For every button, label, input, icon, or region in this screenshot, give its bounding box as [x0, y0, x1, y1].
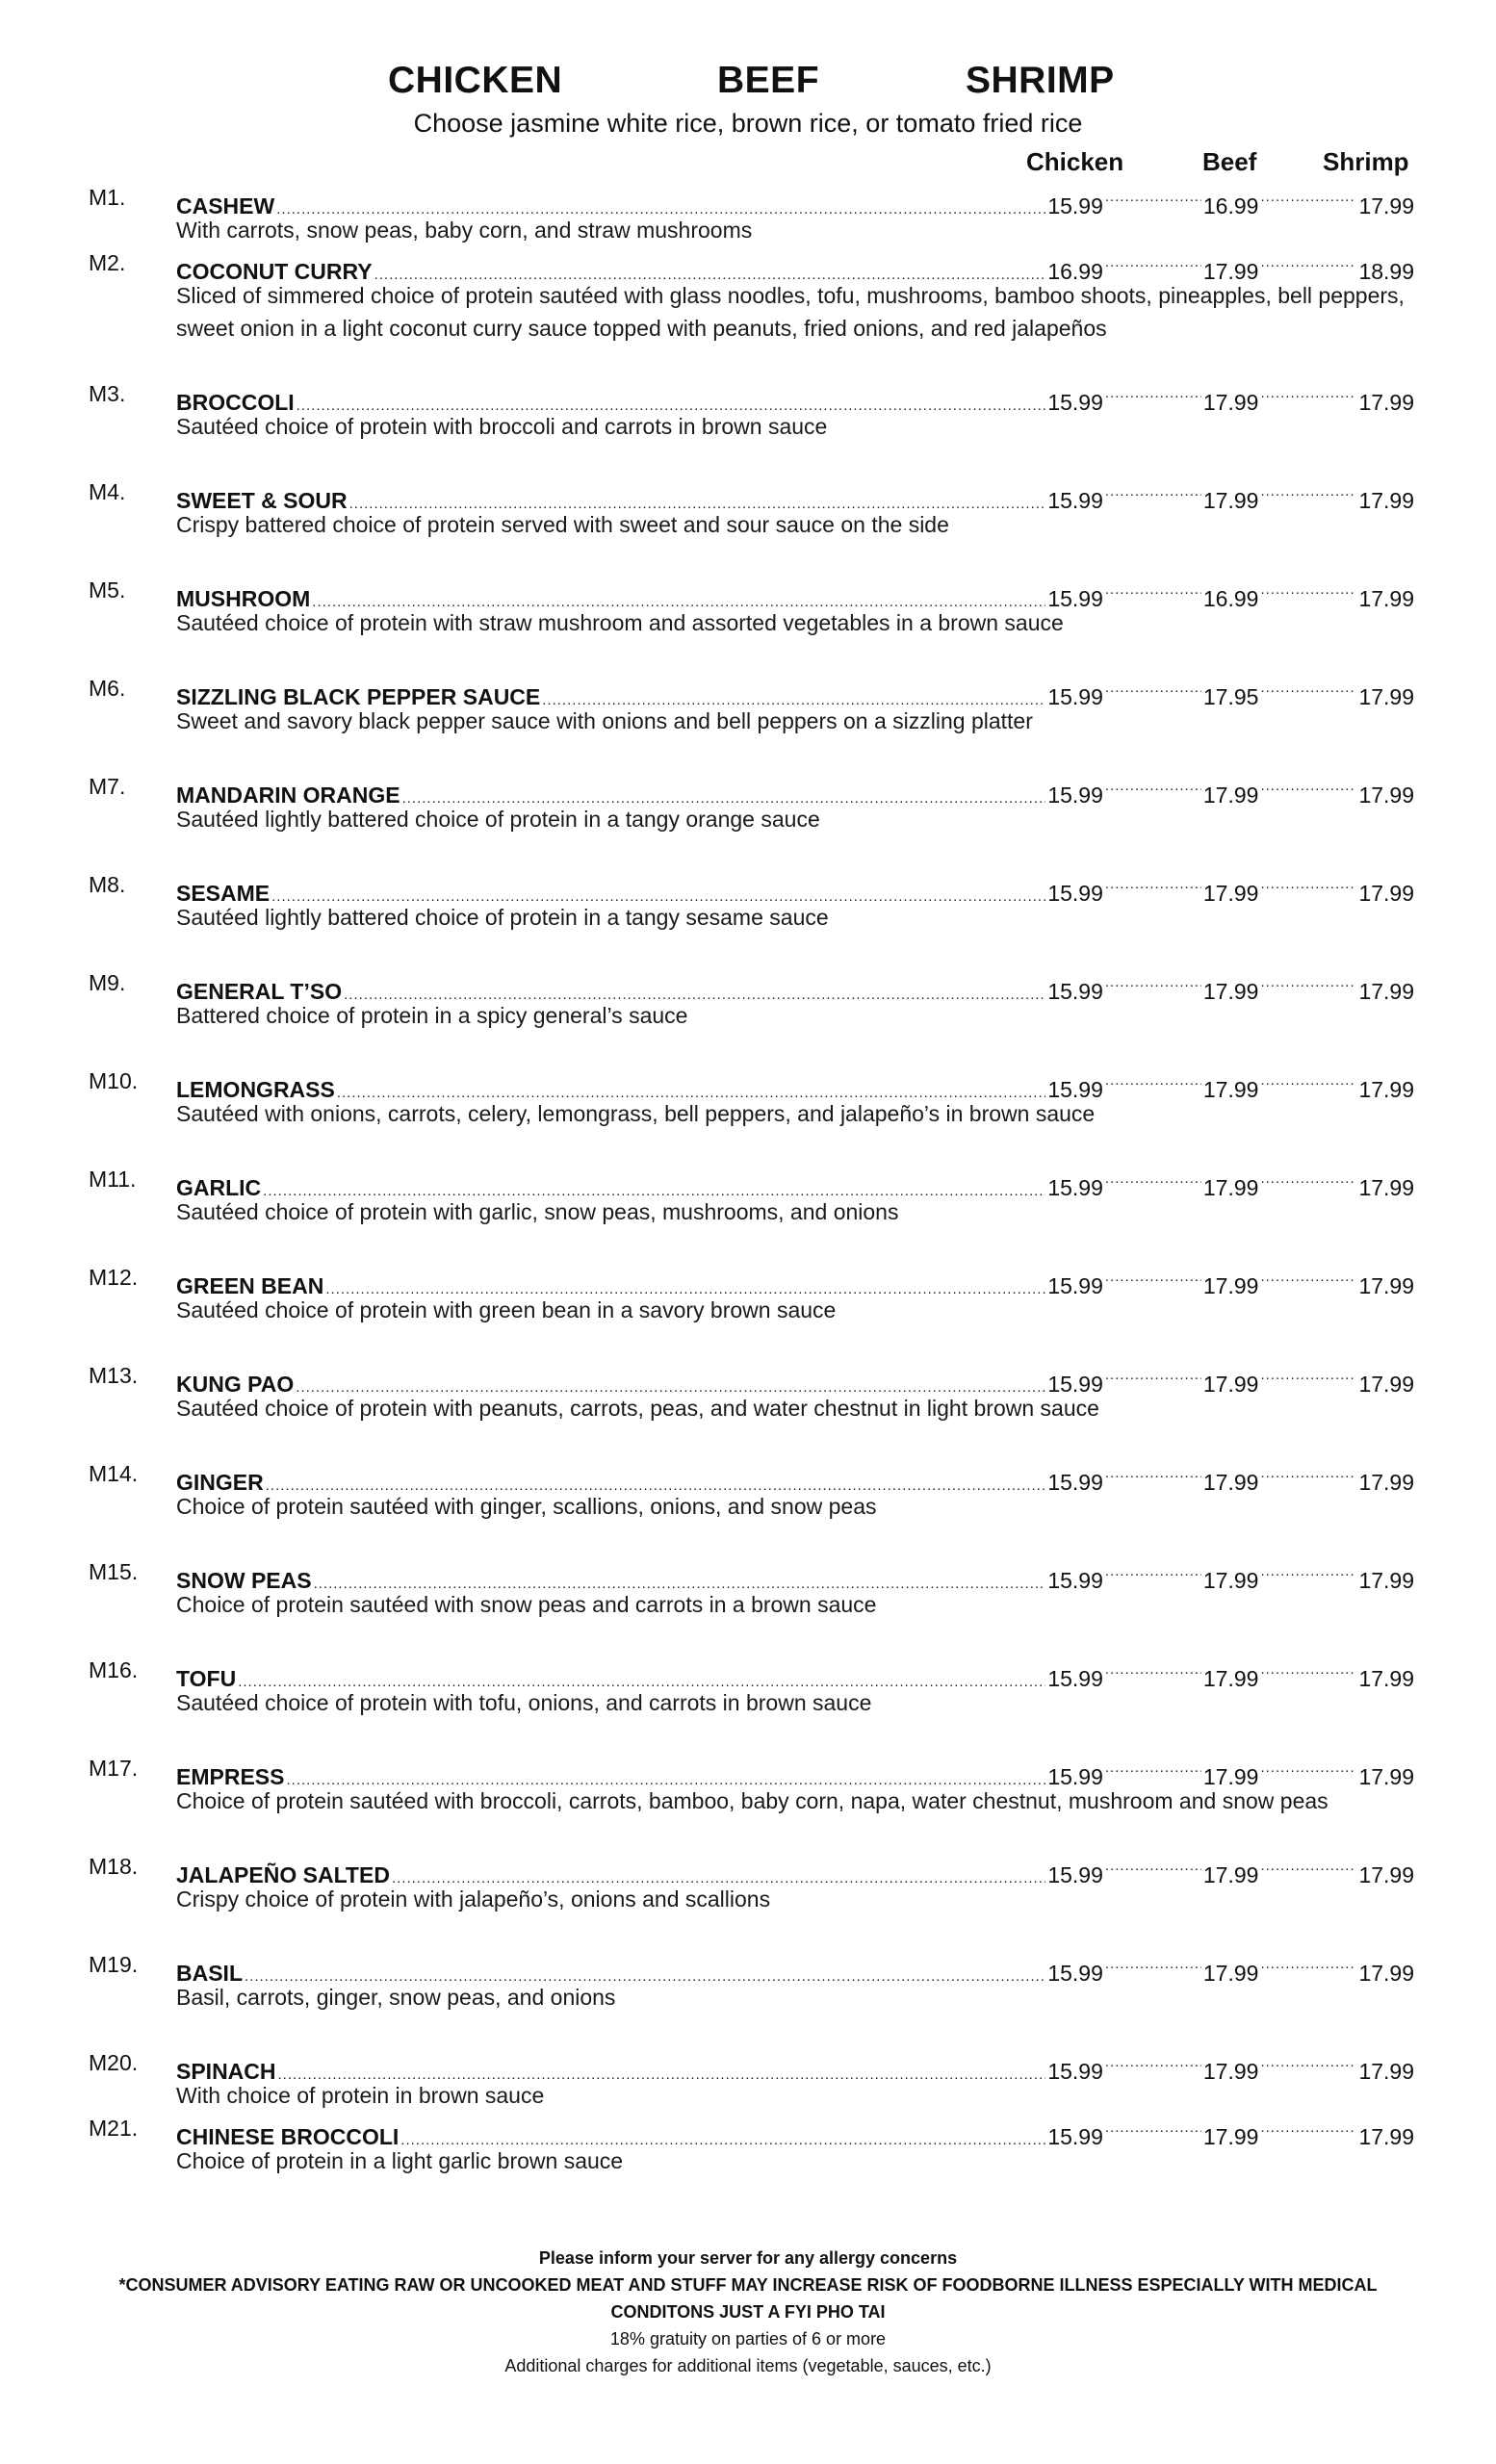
item-spacer [0, 1915, 1496, 1948]
menu-item [0, 1555, 1496, 1654]
menu-item-price-line [0, 1457, 1496, 1495]
menu-item-name: SESAME [176, 881, 271, 906]
item-spacer [0, 1523, 1496, 1555]
menu-item-name: GARLIC [176, 1175, 262, 1200]
price-chicken: 15.99 [1047, 1568, 1103, 1593]
menu-item-description: Crispy choice of protein with jalapeño’s, onions and scallions [176, 1886, 771, 1912]
title-beef: BEEF [717, 60, 820, 101]
menu-item-number: M7. [89, 774, 126, 799]
dot-leader [1105, 1654, 1201, 1686]
item-spacer [0, 1719, 1496, 1752]
price-chicken: 15.99 [1047, 783, 1103, 808]
menu-item [0, 1359, 1496, 1457]
dot-leader [1105, 868, 1201, 901]
menu-item-price-line [0, 1261, 1496, 1298]
menu-item [0, 1850, 1496, 1948]
menu-item-number: M9. [89, 970, 126, 995]
menu-item-leader [176, 770, 1414, 808]
protein-title-row [0, 60, 1496, 108]
menu-item [0, 181, 1496, 246]
menu-item-number: M13. [89, 1363, 139, 1388]
item-spacer [0, 1228, 1496, 1261]
price-shrimp: 17.99 [1358, 1077, 1414, 1102]
menu-item [0, 1457, 1496, 1555]
price-shrimp: 17.99 [1358, 1470, 1414, 1495]
price-shrimp: 17.99 [1358, 1372, 1414, 1397]
menu-item-name: SWEET & SOUR [176, 488, 348, 513]
menu-item-name: MUSHROOM [176, 586, 311, 611]
menu-item [0, 1261, 1496, 1359]
item-spacer [0, 737, 1496, 770]
dot-leader [1260, 377, 1356, 410]
price-chicken: 15.99 [1047, 979, 1103, 1004]
menu-item-description: Choice of protein sautéed with snow peas and carrots in a brown sauce [176, 1592, 877, 1617]
menu-item-leader [176, 1752, 1414, 1789]
price-beef: 17.99 [1202, 2059, 1259, 2084]
price-shrimp: 17.99 [1358, 1666, 1414, 1691]
price-chicken: 15.99 [1047, 1470, 1103, 1495]
menu-item-price-line [0, 1359, 1496, 1397]
menu-item-description: Sautéed choice of protein with broccoli and carrots in brown sauce [176, 414, 828, 439]
menu-item-price-line [0, 1654, 1496, 1691]
dot-leader [1105, 770, 1201, 803]
item-spacer [0, 1621, 1496, 1654]
menu-item-name: GREEN BEAN [176, 1273, 324, 1298]
title-chicken: CHICKEN [388, 60, 563, 101]
menu-item-leader [176, 868, 1414, 906]
menu-item-number: M10. [89, 1068, 139, 1093]
price-chicken: 15.99 [1047, 193, 1103, 218]
menu-item-price-line [0, 1752, 1496, 1789]
menu-item-price-line [0, 966, 1496, 1004]
menu-item-leader [176, 966, 1414, 1004]
menu-footer [0, 2245, 1496, 2379]
gratuity-notice: 18% gratuity on parties of 6 or more [609, 2329, 887, 2348]
menu-item-leader [176, 1065, 1414, 1102]
menu-item-name: LEMONGRASS [176, 1077, 335, 1102]
menu-item-number: M11. [89, 1167, 137, 1192]
price-chicken: 15.99 [1047, 1273, 1103, 1298]
price-beef: 17.99 [1202, 1273, 1259, 1298]
menu-item-price-line [0, 574, 1496, 611]
menu-item-name: CASHEW [176, 193, 275, 218]
price-chicken: 15.99 [1047, 2124, 1103, 2149]
item-spacer [0, 1817, 1496, 1850]
menu-item-price-line [0, 868, 1496, 906]
dot-leader [1105, 475, 1201, 508]
price-shrimp: 17.99 [1358, 684, 1414, 709]
price-chicken: 15.99 [1047, 1175, 1103, 1200]
menu-item-number: M20. [89, 2050, 139, 2075]
menu-item [0, 966, 1496, 1065]
price-shrimp: 17.99 [1358, 1961, 1414, 1986]
price-beef: 16.99 [1202, 586, 1259, 611]
allergy-notice: Please inform your server for any allergy concerns [538, 2248, 958, 2268]
dot-leader [1260, 246, 1356, 279]
dot-leader [1105, 181, 1201, 214]
menu-item-leader [176, 2112, 1414, 2149]
dot-leader [1260, 672, 1356, 705]
item-spacer [0, 1032, 1496, 1065]
menu-item-description: Sautéed choice of protein with peanuts, carrots, peas, and water chestnut in light brown sauce [176, 1396, 1099, 1421]
menu-item-price-line [0, 181, 1496, 218]
price-shrimp: 17.99 [1358, 979, 1414, 1004]
menu-item-name: MANDARIN ORANGE [176, 783, 400, 808]
menu-item-name: SPINACH [176, 2059, 276, 2084]
dot-leader [1105, 1359, 1201, 1392]
menu-item-number: M12. [89, 1265, 139, 1290]
price-beef: 17.99 [1202, 1077, 1259, 1102]
menu-item-name: TOFU [176, 1666, 237, 1691]
item-spacer [0, 1326, 1496, 1359]
additional-charges-notice: Additional charges for additional items (vegetable, sauces, etc.) [504, 2356, 992, 2375]
dot-leader [1260, 966, 1356, 999]
title-shrimp: SHRIMP [966, 60, 1115, 101]
price-shrimp: 17.99 [1358, 783, 1414, 808]
dot-leader [1260, 574, 1356, 606]
dot-leader [1260, 1850, 1356, 1883]
menu-item-description: With choice of protein in brown sauce [176, 2083, 545, 2108]
item-spacer [0, 934, 1496, 966]
menu-item [0, 1065, 1496, 1163]
menu-item-price-line [0, 1555, 1496, 1593]
menu-item-description: Choice of protein sautéed with ginger, scallions, onions, and snow peas [176, 1494, 877, 1519]
price-shrimp: 17.99 [1358, 1862, 1414, 1887]
menu-item-description: Basil, carrots, ginger, snow peas, and onions [176, 1985, 616, 2010]
dot-leader [1260, 1457, 1356, 1490]
menu-item-leader [176, 2046, 1414, 2084]
dot-leader [1105, 1065, 1201, 1097]
price-chicken: 15.99 [1047, 1961, 1103, 1986]
menu-item-leader [176, 574, 1414, 611]
price-shrimp: 17.99 [1358, 2059, 1414, 2084]
dot-leader [1105, 377, 1201, 410]
menu-item-price-line [0, 1163, 1496, 1200]
menu-item-number: M3. [89, 381, 126, 406]
menu-item-number: M16. [89, 1657, 139, 1682]
menu-item-description: Choice of protein in a light garlic brown sauce [176, 2148, 624, 2173]
column-header-chicken: Chicken [1026, 147, 1124, 176]
menu-item-description: Battered choice of protein in a spicy general’s sauce [176, 1003, 688, 1028]
price-chicken: 15.99 [1047, 1764, 1103, 1789]
dot-leader [1260, 868, 1356, 901]
price-beef: 17.99 [1202, 1372, 1259, 1397]
menu-item-name: JALAPEÑO SALTED [176, 1862, 390, 1887]
consumer-advisory: *CONSUMER ADVISORY EATING RAW OR UNCOOKED MEAT AND STUFF MAY INCREASE RISK OF FOODBORNE ILLNESS ESPECIALLY WITH MEDICAL CONDITONS JUST A FYI PHO TAI [118, 2275, 1378, 2322]
menu-item-number: M14. [89, 1461, 139, 1486]
dot-leader [1105, 1850, 1201, 1883]
menu-item-description: Sautéed lightly battered choice of protein in a tangy sesame sauce [176, 905, 829, 930]
menu-item-number: M17. [89, 1756, 139, 1781]
price-chicken: 15.99 [1047, 586, 1103, 611]
item-spacer [0, 1424, 1496, 1457]
dot-leader [1105, 574, 1201, 606]
price-beef: 17.99 [1202, 1175, 1259, 1200]
menu-item-number: M8. [89, 872, 126, 897]
price-chicken: 15.99 [1047, 2059, 1103, 2084]
menu-item-price-line [0, 377, 1496, 415]
menu-item [0, 1948, 1496, 2046]
dot-leader [1105, 1457, 1201, 1490]
menu-item-price-line [0, 2112, 1496, 2149]
dot-leader [1260, 1359, 1356, 1392]
menu-item-price-line [0, 1065, 1496, 1102]
price-beef: 17.99 [1202, 488, 1259, 513]
price-beef: 17.99 [1202, 390, 1259, 415]
column-header-shrimp: Shrimp [1323, 147, 1409, 176]
menu-item-number: M18. [89, 1854, 139, 1879]
menu-item-leader [176, 1555, 1414, 1593]
menu-item-price-line [0, 246, 1496, 284]
menu-item [0, 672, 1496, 770]
dot-leader [1260, 2112, 1356, 2144]
item-spacer [0, 345, 1496, 377]
price-chicken: 15.99 [1047, 684, 1103, 709]
column-header-beef: Beef [1202, 147, 1257, 176]
menu-item [0, 2046, 1496, 2112]
price-beef: 17.99 [1202, 1568, 1259, 1593]
price-beef: 17.99 [1202, 783, 1259, 808]
menu-item-description: Crispy battered choice of protein served with sweet and sour sauce on the side [176, 512, 949, 537]
price-shrimp: 17.99 [1358, 390, 1414, 415]
menu-item-leader [176, 246, 1414, 284]
menu-item-leader [176, 1457, 1414, 1495]
dot-leader [1105, 1752, 1201, 1784]
item-spacer [0, 2014, 1496, 2046]
menu-item [0, 1752, 1496, 1850]
dot-leader [1105, 1555, 1201, 1588]
dot-leader [1105, 246, 1201, 279]
price-beef: 17.99 [1202, 2124, 1259, 2149]
dot-leader [1105, 672, 1201, 705]
menu-item-name: EMPRESS [176, 1764, 285, 1789]
price-shrimp: 17.99 [1358, 193, 1414, 218]
dot-leader [1105, 2112, 1201, 2144]
menu-item [0, 1654, 1496, 1752]
menu-item [0, 574, 1496, 672]
menu-item-description: Sweet and savory black pepper sauce with onions and bell peppers on a sizzling platter [176, 708, 1033, 733]
dot-leader [1260, 1555, 1356, 1588]
price-shrimp: 17.99 [1358, 2124, 1414, 2149]
menu-item-name: COCONUT CURRY [176, 259, 373, 284]
menu-item-description: Sautéed choice of protein with garlic, snow peas, mushrooms, and onions [176, 1199, 899, 1224]
price-beef: 16.99 [1202, 193, 1259, 218]
price-shrimp: 17.99 [1358, 488, 1414, 513]
dot-leader [1105, 2046, 1201, 2079]
price-shrimp: 17.99 [1358, 881, 1414, 906]
menu-item [0, 2112, 1496, 2177]
price-chicken: 15.99 [1047, 1862, 1103, 1887]
menu-item-number: M6. [89, 676, 126, 701]
rice-subtitle: Choose jasmine white rice, brown rice, or tomato fried rice [413, 109, 1083, 138]
menu-item-price-line [0, 2046, 1496, 2084]
menu-item-description: Sliced of simmered choice of protein sautéed with glass noodles, tofu, mushrooms, bamboo shoots, pineapples, bell peppers, sweet onion in a light coconut curry sauce topped with peanuts, fried onions, and red jalapeños [176, 283, 1405, 341]
menu-item-number: M2. [89, 250, 126, 275]
dot-leader [1260, 1065, 1356, 1097]
dot-leader [1260, 1654, 1356, 1686]
price-shrimp: 17.99 [1358, 586, 1414, 611]
menu-item-description: Sautéed choice of protein with tofu, onions, and carrots in brown sauce [176, 1690, 872, 1715]
menu-item-price-line [0, 672, 1496, 709]
menu-item-description: Sautéed choice of protein with straw mushroom and assorted vegetables in a brown sauce [176, 610, 1064, 635]
menu-item-price-line [0, 1850, 1496, 1887]
dot-leader [1260, 1752, 1356, 1784]
menu-item-leader [176, 1850, 1414, 1887]
menu-item [0, 1163, 1496, 1261]
menu-item-leader [176, 475, 1414, 513]
menu-item-leader [176, 1163, 1414, 1200]
dot-leader [1105, 1261, 1201, 1294]
dot-leader [1105, 966, 1201, 999]
menu-item [0, 475, 1496, 574]
price-beef: 17.99 [1202, 1666, 1259, 1691]
item-spacer [0, 1130, 1496, 1163]
menu-item-price-line [0, 770, 1496, 808]
menu-item-name: BROCCOLI [176, 390, 295, 415]
price-beef: 17.99 [1202, 259, 1259, 284]
price-beef: 17.99 [1202, 1862, 1259, 1887]
menu-item-price-line [0, 475, 1496, 513]
menu-item-leader [176, 1261, 1414, 1298]
menu-item-description: Choice of protein sautéed with broccoli, carrots, bamboo, baby corn, napa, water chestnut, mushroom and snow peas [176, 1788, 1328, 1813]
menu-item-name: GINGER [176, 1470, 264, 1495]
menu-item [0, 377, 1496, 475]
price-chicken: 15.99 [1047, 1372, 1103, 1397]
item-spacer [0, 443, 1496, 475]
price-shrimp: 17.99 [1358, 1764, 1414, 1789]
menu-item-description: Sautéed with onions, carrots, celery, lemongrass, bell peppers, and jalapeño’s in brown sauce [176, 1101, 1096, 1126]
menu-item-name: KUNG PAO [176, 1372, 295, 1397]
dot-leader [1260, 2046, 1356, 2079]
menu-item [0, 770, 1496, 868]
menu-item-name: SNOW PEAS [176, 1568, 312, 1593]
menu-item-number: M4. [89, 479, 126, 504]
price-shrimp: 17.99 [1358, 1568, 1414, 1593]
menu-item-name: GENERAL T’SO [176, 979, 343, 1004]
menu-item-leader [176, 672, 1414, 709]
menu-item-leader [176, 1948, 1414, 1986]
price-beef: 17.99 [1202, 881, 1259, 906]
menu-item-leader [176, 1654, 1414, 1691]
dot-leader [1260, 181, 1356, 214]
menu-item-description: Sautéed choice of protein with green bean in a savory brown sauce [176, 1297, 837, 1322]
price-chicken: 15.99 [1047, 1666, 1103, 1691]
menu-item-leader [176, 181, 1414, 218]
menu-item-leader [176, 1359, 1414, 1397]
menu-item-name: CHINESE BROCCOLI [176, 2124, 400, 2149]
price-chicken: 16.99 [1047, 259, 1103, 284]
menu-item-number: M19. [89, 1952, 139, 1977]
menu-item-number: M5. [89, 578, 126, 603]
menu-item-price-line [0, 1948, 1496, 1986]
price-chicken: 15.99 [1047, 1077, 1103, 1102]
price-beef: 17.99 [1202, 1764, 1259, 1789]
item-spacer [0, 835, 1496, 868]
price-column-headers [982, 147, 1414, 182]
dot-leader [1260, 1261, 1356, 1294]
item-spacer [0, 541, 1496, 574]
price-shrimp: 17.99 [1358, 1273, 1414, 1298]
menu-item-number: M1. [89, 185, 126, 210]
menu-item-name: SIZZLING BLACK PEPPER SAUCE [176, 684, 541, 709]
price-shrimp: 17.99 [1358, 1175, 1414, 1200]
price-chicken: 15.99 [1047, 488, 1103, 513]
menu-item [0, 246, 1496, 377]
menu-item-leader [176, 377, 1414, 415]
dot-leader [1260, 475, 1356, 508]
menu-item-number: M21. [89, 2116, 139, 2141]
price-beef: 17.99 [1202, 979, 1259, 1004]
menu-item-list [0, 181, 1496, 2177]
dot-leader [1260, 770, 1356, 803]
price-beef: 17.99 [1202, 1470, 1259, 1495]
price-beef: 17.99 [1202, 1961, 1259, 1986]
price-shrimp: 18.99 [1358, 259, 1414, 284]
price-beef: 17.95 [1202, 684, 1259, 709]
menu-item-description: With carrots, snow peas, baby corn, and straw mushrooms [176, 218, 753, 243]
menu-item-name: BASIL [176, 1961, 243, 1986]
dot-leader [1105, 1163, 1201, 1195]
item-spacer [0, 639, 1496, 672]
price-chicken: 15.99 [1047, 881, 1103, 906]
price-chicken: 15.99 [1047, 390, 1103, 415]
menu-item-description: Sautéed lightly battered choice of protein in a tangy orange sauce [176, 807, 820, 832]
menu-item [0, 868, 1496, 966]
dot-leader [1260, 1948, 1356, 1981]
dot-leader [1260, 1163, 1356, 1195]
menu-item-number: M15. [89, 1559, 139, 1584]
dot-leader [1105, 1948, 1201, 1981]
